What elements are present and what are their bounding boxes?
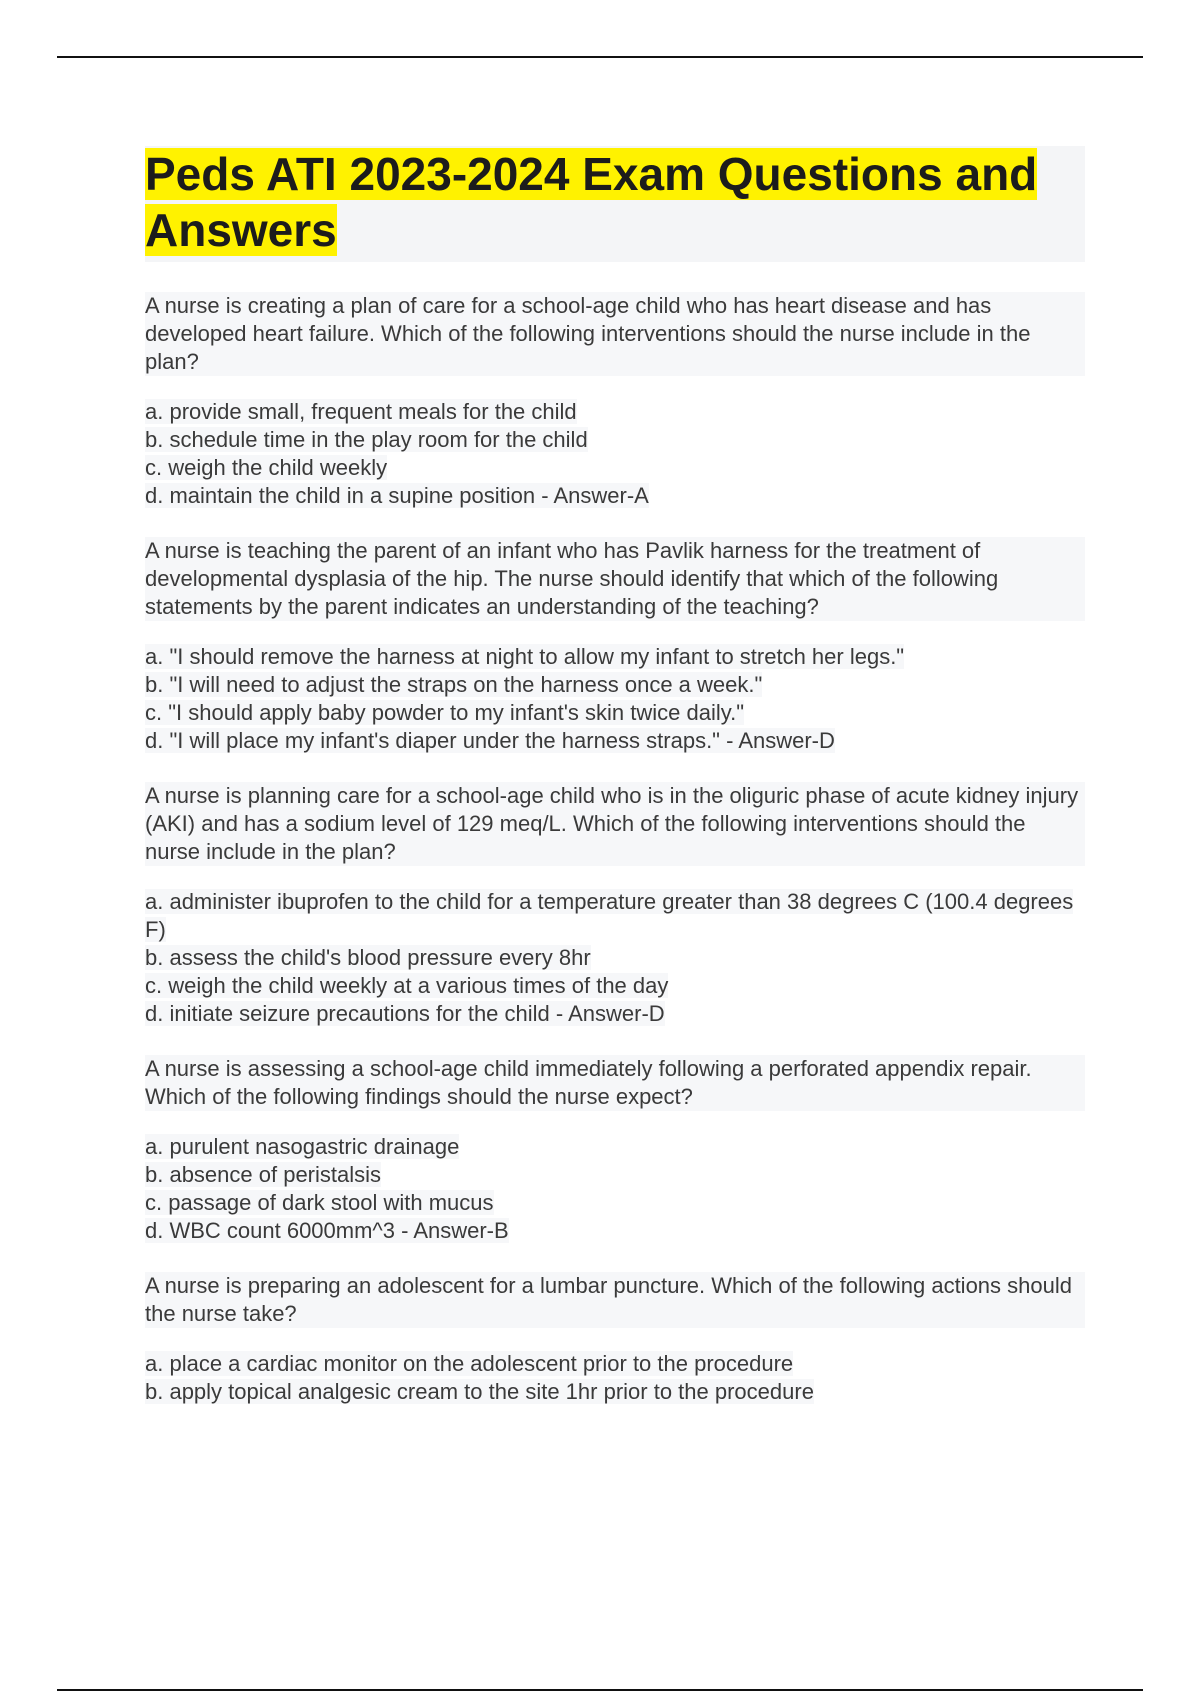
question-3 xyxy=(145,782,1085,1028)
question-stem: A nurse is preparing an adolescent for a lumbar puncture. Which of the following actions should the nurse take? xyxy=(145,1272,1085,1328)
answer-option: c. "I should apply baby powder to my infant's skin twice daily." xyxy=(145,700,745,725)
answer-option: b. apply topical analgesic cream to the site 1hr prior to the procedure xyxy=(145,1379,814,1404)
answer-option: d. "I will place my infant's diaper under the harness straps." - Answer-D xyxy=(145,728,835,753)
answer-option: d. WBC count 6000mm^3 - Answer-B xyxy=(145,1218,509,1243)
answer-option: d. initiate seizure precautions for the child - Answer-D xyxy=(145,1001,665,1026)
title-highlight: Peds ATI 2023-2024 Exam Questions and Answers xyxy=(145,148,1038,256)
answer-option: a. administer ibuprofen to the child for a temperature greater than 38 degrees C (100.4 degrees F) xyxy=(145,889,1074,942)
answer-option: a. purulent nasogastric drainage xyxy=(145,1134,460,1159)
answer-option: c. weigh the child weekly xyxy=(145,455,388,480)
question-4 xyxy=(145,1055,1085,1245)
answer-option: a. provide small, frequent meals for the child xyxy=(145,399,577,424)
question-5 xyxy=(145,1272,1085,1406)
question-stem: A nurse is teaching the parent of an infant who has Pavlik harness for the treatment of developmental dysplasia of the hip. The nurse should identify that which of the following statements by the parent indicates an understanding of the teaching? xyxy=(145,537,1085,621)
page-title xyxy=(145,146,1085,262)
question-2 xyxy=(145,537,1085,755)
answer-option: b. "I will need to adjust the straps on the harness once a week." xyxy=(145,672,763,697)
question-1 xyxy=(145,292,1085,510)
answer-option: b. absence of peristalsis xyxy=(145,1162,382,1187)
answer-option: a. "I should remove the harness at night to allow my infant to stretch her legs." xyxy=(145,644,905,669)
answer-option: c. passage of dark stool with mucus xyxy=(145,1190,494,1215)
top-rule xyxy=(57,56,1143,58)
question-stem: A nurse is assessing a school-age child immediately following a perforated appendix repair. Which of the following findings should the nurse expect? xyxy=(145,1055,1085,1111)
answer-option: c. weigh the child weekly at a various times of the day xyxy=(145,973,669,998)
answer-options xyxy=(145,1133,1085,1245)
answer-option: b. schedule time in the play room for the child xyxy=(145,427,588,452)
answer-option: a. place a cardiac monitor on the adolescent prior to the procedure xyxy=(145,1351,794,1376)
question-stem: A nurse is creating a plan of care for a school-age child who has heart disease and has developed heart failure. Which of the following interventions should the nurse include in the plan? xyxy=(145,292,1085,376)
answer-option: b. assess the child's blood pressure every 8hr xyxy=(145,945,591,970)
question-stem: A nurse is planning care for a school-age child who is in the oliguric phase of acute kidney injury (AKI) and has a sodium level of 129 meq/L. Which of the following interventions should the nurse include in the plan? xyxy=(145,782,1085,866)
answer-options xyxy=(145,398,1085,510)
answer-options xyxy=(145,888,1085,1028)
answer-options xyxy=(145,643,1085,755)
bottom-rule xyxy=(57,1689,1143,1691)
answer-options xyxy=(145,1350,1085,1406)
answer-option: d. maintain the child in a supine position - Answer-A xyxy=(145,483,649,508)
document-body xyxy=(145,146,1085,1406)
